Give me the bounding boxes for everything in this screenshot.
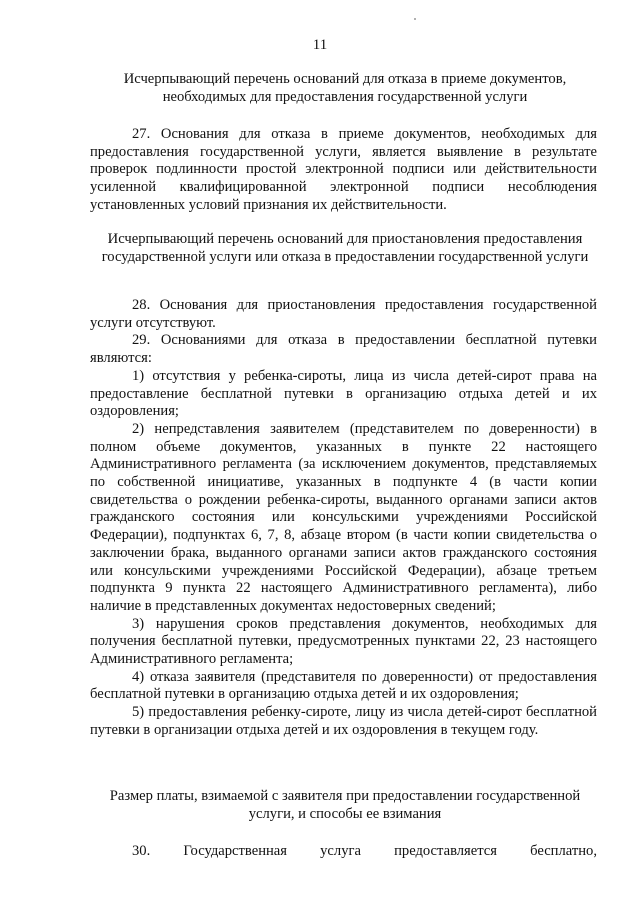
scan-speck (414, 18, 416, 20)
paragraph-27: 27. Основания для отказа в приеме документов, необходимых для предоставления государственной услуги, является выявление в результате проверок подлинности простой электронной подписи или действительности усиленной квалифицированной электронной подписи несоблюдения установленных условий признания их действительности. (90, 126, 597, 213)
list-item-4: 4) отказа заявителя (представителя по доверенности) от предоставления бесплатной путевки в организацию отдыха детей и их оздоровления; (90, 668, 597, 703)
paragraph-30: 30. Государственная услуга предоставляется бесплатно, (132, 843, 597, 859)
list-item-1: 1) отсутствия у ребенка-сироты, лица из числа детей-сирот права на предоставление бесплатной путевки в организацию отдыха детей и их оздоровления; (90, 367, 597, 420)
page-number: 11 (312, 37, 328, 53)
section-heading-suspension-refusal: Исчерпывающий перечень оснований для приостановления предоставления государственной услуги или отказа в предоставлении государственной услуги (101, 231, 589, 265)
section-heading-refusal-documents: Исчерпывающий перечень оснований для отказа в приеме документов, необходимых для предоставления государственной услуги (123, 71, 567, 105)
section-body-refusal-documents (90, 126, 597, 215)
paragraph-28: 28. Основания для приостановления предоставления государственной услуги отсутствуют. (90, 297, 597, 331)
section-body-fee (90, 843, 597, 861)
list-item-5: 5) предоставления ребенку-сироте, лицу из числа детей-сирот бесплатной путевки в организации отдыха детей и их оздоровления в текущем году. (90, 704, 597, 738)
section-body-suspension-refusal (90, 297, 597, 740)
paragraph-29: 29. Основаниями для отказа в предоставлении бесплатной путевки являются: (90, 332, 597, 367)
list-item-2: 2) непредставления заявителем (представителем по доверенности) в полном объеме документов, указанных в пункте 22 настоящего Административного регламента (за исключением документов, представляемых по собственной инициативе, указанных в подпункте 4 (в части копии свидетельства о рождении ребенка-сироты, выданного органами записи актов гражданского состояния или консульскими учреждениями Российской Федерации), подпунктах 6, 7, 8, абзаце втором (в части копии свидетельства о заключении брака, выданного органами записи актов гражданского состояния или консульскими учреждениями Российской Федерации), абзаце третьем подпункта 9 пункта 22 настоящего Административного регламента), либо наличие в представленных документах недостоверных сведений; (90, 420, 597, 614)
section-heading-fee: Размер платы, взимаемой с заявителя при предоставлении государственной услуги, и способы ее взимания (109, 788, 581, 822)
list-item-3: 3) нарушения сроков представления документов, необходимых для получения бесплатной путевки, предусмотренных пунктами 22, 23 настоящего Административного регламента; (90, 615, 597, 668)
